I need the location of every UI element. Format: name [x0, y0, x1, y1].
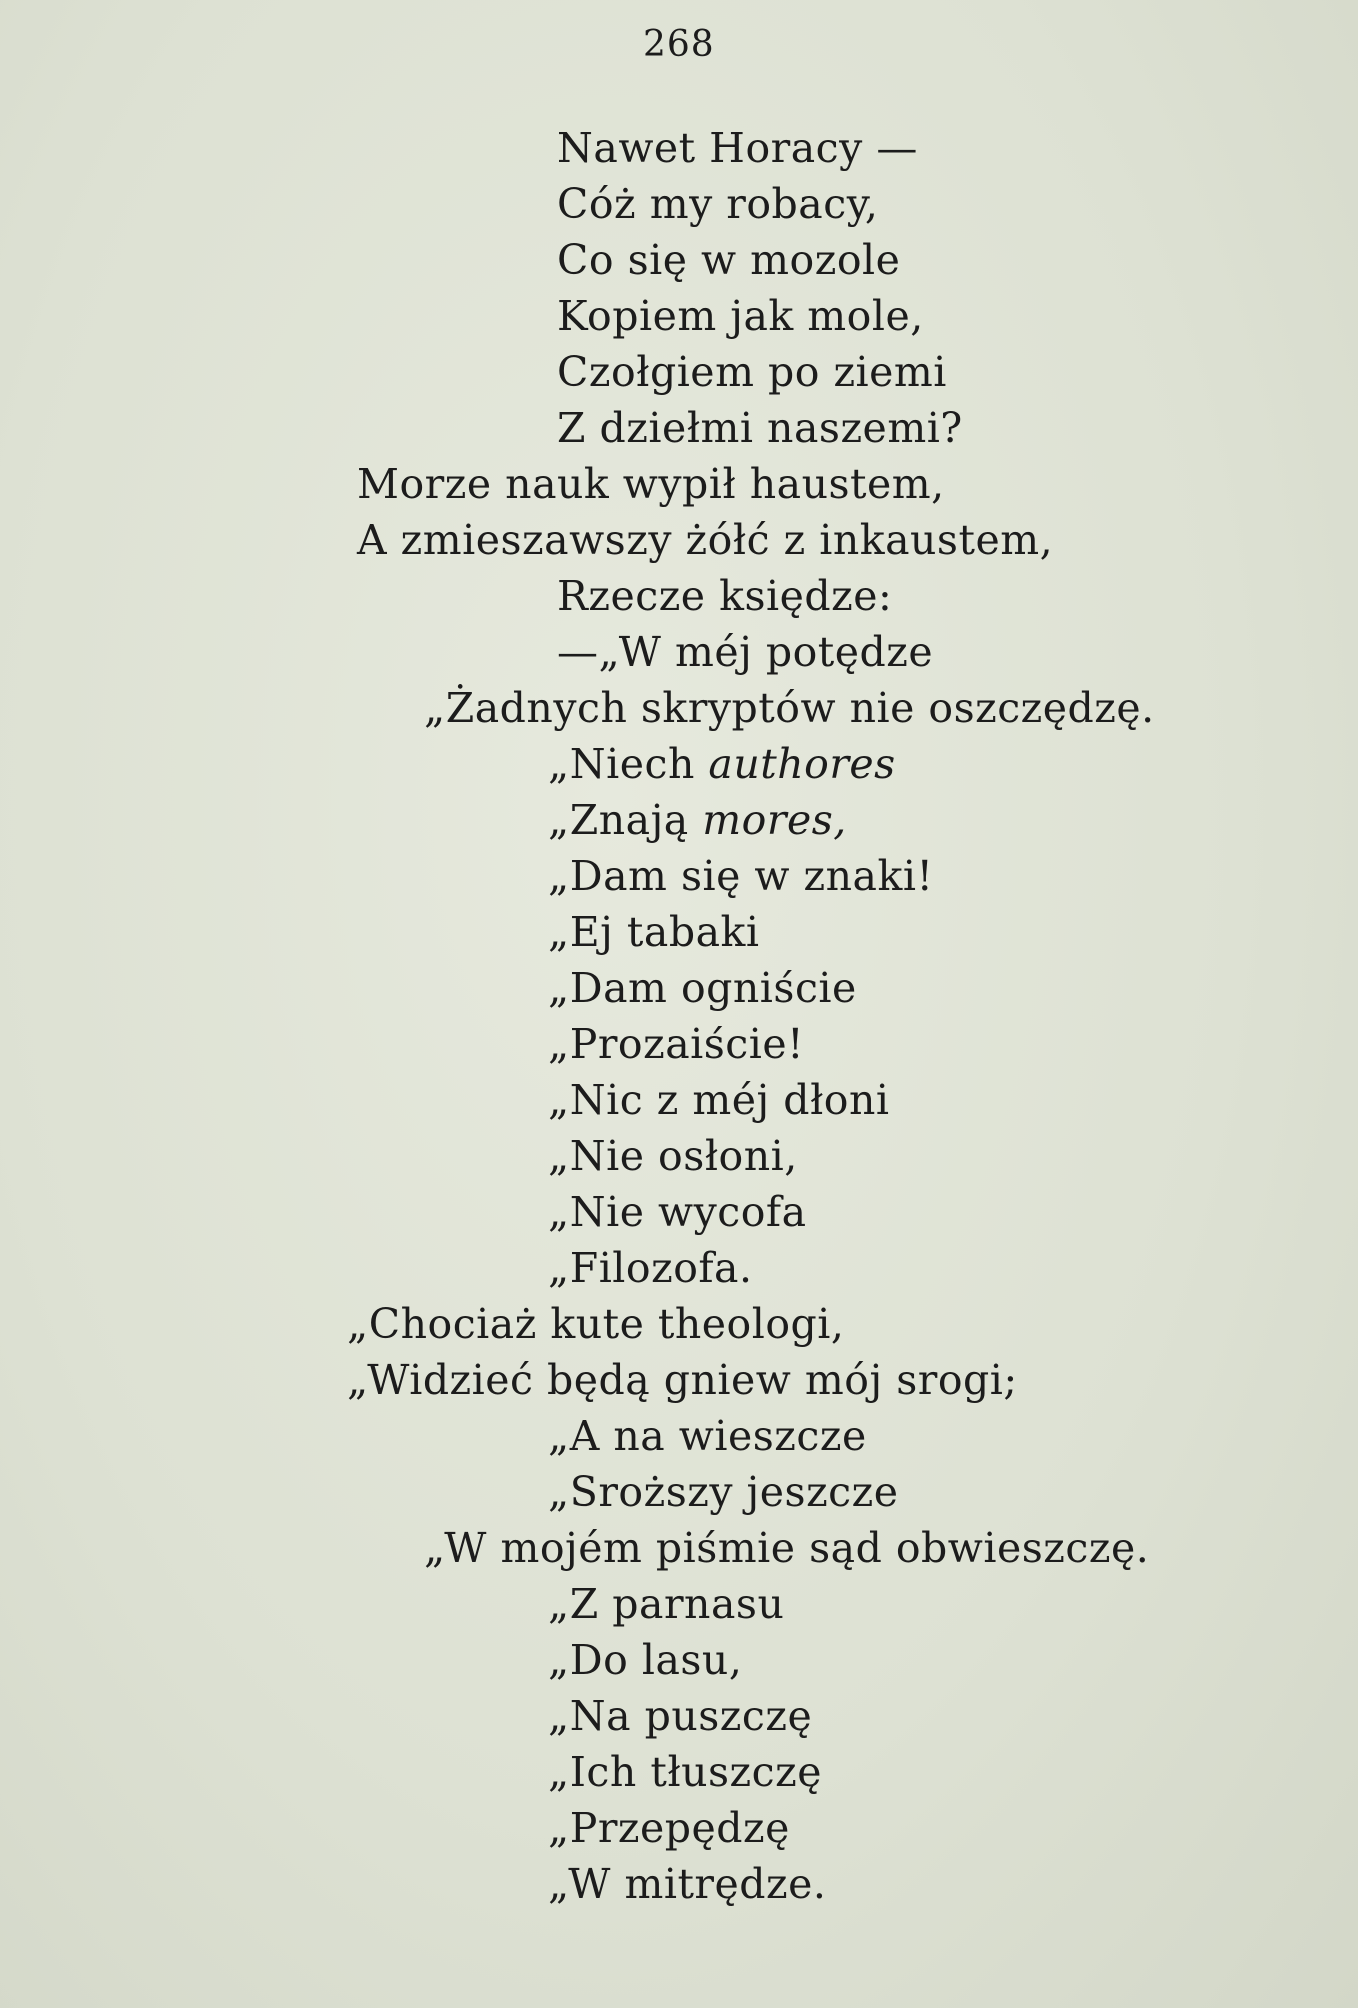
poem-line-text: Z dziełmi naszemi?	[557, 404, 963, 452]
poem-line	[0, 1072, 1358, 1128]
poem-line-text: A zmieszawszy żółć z inkaustem,	[357, 516, 1054, 564]
poem-line-text: „Do lasu,	[548, 1636, 743, 1684]
poem-line-text: Czołgiem po ziemi	[557, 348, 947, 396]
poem-line-text: „Dam ogniście	[548, 964, 857, 1012]
poem-line	[0, 456, 1358, 512]
poem-line	[0, 848, 1358, 904]
poem-line-text: Co się w mozole	[557, 236, 901, 284]
poem-line-text: „Dam się w znaki!	[548, 852, 934, 900]
poem-line-text: „Znają	[548, 796, 703, 844]
poem-line-text: „Ej tabaki	[548, 908, 760, 956]
poem-line	[0, 1296, 1358, 1352]
poem-line-text: Rzecze księdze:	[557, 572, 893, 620]
poem-line	[0, 1184, 1358, 1240]
poem-line	[0, 736, 1358, 792]
poem-line	[0, 904, 1358, 960]
poem-line-text: „Filozofa.	[548, 1244, 753, 1292]
poem-line-text: „Nie wycofa	[548, 1188, 807, 1236]
poem-line	[0, 176, 1358, 232]
poem-line-italic: authores	[708, 740, 896, 788]
poem-line-text: „Na puszczę	[548, 1692, 813, 1740]
poem-line	[0, 568, 1358, 624]
poem-line	[0, 1576, 1358, 1632]
poem-line-text: „Sroższy jeszcze	[548, 1468, 899, 1516]
poem-line-text: Morze nauk wypił haustem,	[357, 460, 945, 508]
poem-text	[0, 120, 1358, 1912]
poem-line-text: „Nic z méj dłoni	[548, 1076, 890, 1124]
poem-line	[0, 624, 1358, 680]
poem-line-text: „W mitrędze.	[548, 1860, 827, 1908]
poem-line-text: „Z parnasu	[548, 1580, 785, 1628]
poem-line	[0, 288, 1358, 344]
poem-line-text: „Ich tłuszczę	[548, 1748, 822, 1796]
poem-line	[0, 400, 1358, 456]
poem-line-text: „Prozaiście!	[548, 1020, 805, 1068]
poem-line	[0, 1128, 1358, 1184]
poem-line	[0, 344, 1358, 400]
poem-line	[0, 680, 1358, 736]
poem-line	[0, 512, 1358, 568]
poem-line	[0, 1856, 1358, 1912]
poem-line	[0, 1632, 1358, 1688]
poem-line-text: „Chociaż kute theologi,	[347, 1300, 845, 1348]
poem-line-text: „Niech	[548, 740, 709, 788]
poem-line	[0, 1240, 1358, 1296]
poem-line-text: —„W méj potędze	[557, 628, 934, 676]
poem-line-italic: mores,	[702, 796, 847, 844]
poem-line	[0, 960, 1358, 1016]
poem-line	[0, 1800, 1358, 1856]
poem-line	[0, 1688, 1358, 1744]
poem-line	[0, 1016, 1358, 1072]
poem-line	[0, 120, 1358, 176]
poem-line-text: Nawet Horacy —	[557, 124, 918, 172]
poem-line	[0, 1744, 1358, 1800]
poem-line	[0, 232, 1358, 288]
poem-line-text: „Widzieć będą gniew mój srogi;	[347, 1356, 1018, 1404]
poem-line	[0, 1464, 1358, 1520]
poem-line	[0, 1520, 1358, 1576]
poem-line-text: „Przepędzę	[548, 1804, 790, 1852]
poem-line-text: „A na wieszcze	[548, 1412, 867, 1460]
poem-line	[0, 1352, 1358, 1408]
page-number: 268	[643, 24, 715, 65]
poem-line-text: Kopiem jak mole,	[557, 292, 924, 340]
poem-line	[0, 792, 1358, 848]
poem-line-text: „W mojém piśmie sąd obwieszczę.	[424, 1524, 1150, 1572]
poem-line	[0, 1408, 1358, 1464]
poem-line-text: „Żadnych skryptów nie oszczędzę.	[424, 684, 1155, 732]
poem-line-text: „Nie osłoni,	[548, 1132, 798, 1180]
poem-line-text: Cóż my robacy,	[557, 180, 879, 228]
